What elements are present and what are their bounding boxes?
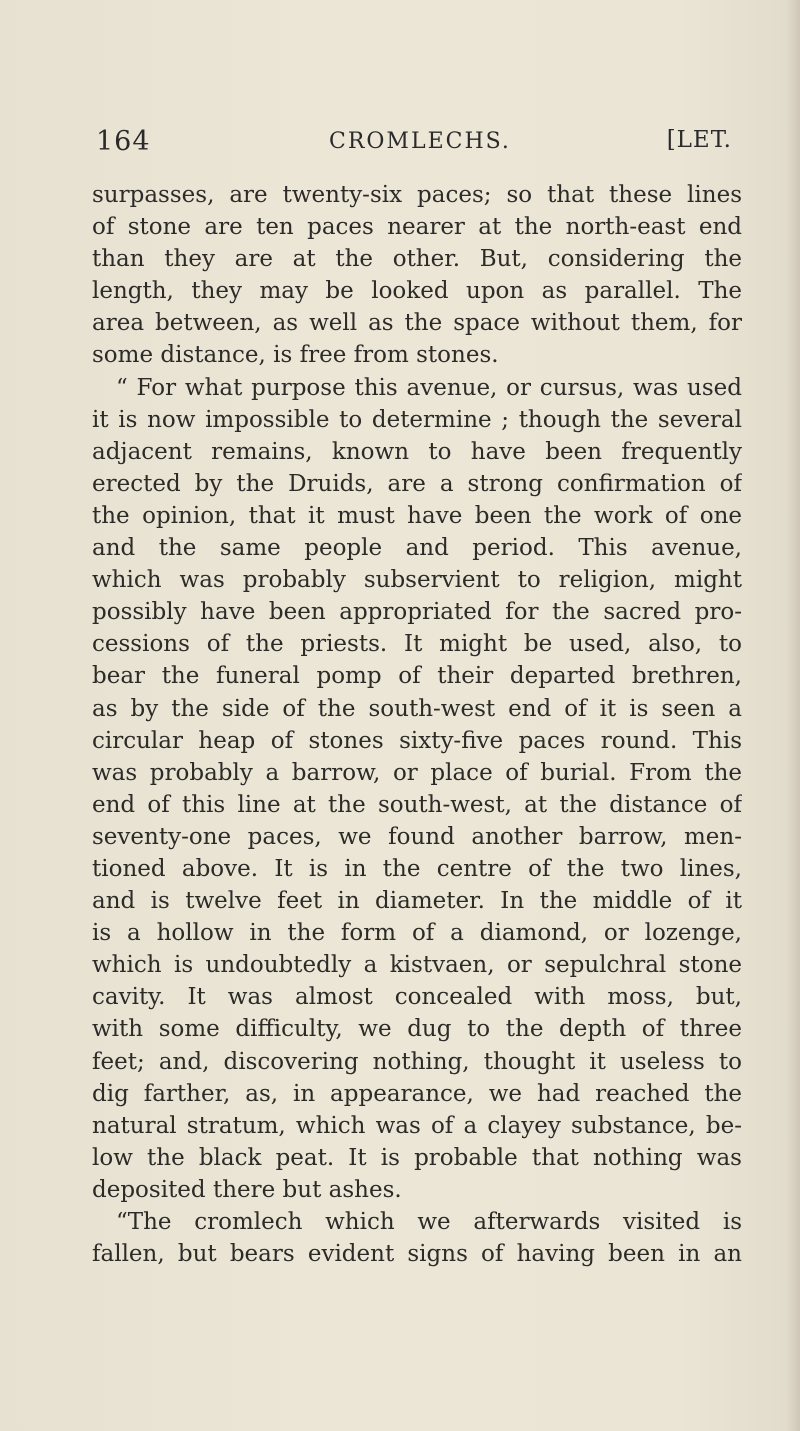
- text-line: and the same people and period. This avenue,: [92, 535, 742, 562]
- text-line: than they are at the other. But, considering the: [92, 246, 742, 273]
- text-line: with some difficulty, we dug to the depth of three: [92, 1016, 742, 1043]
- text-line: area between, as well as the space without them, for: [92, 310, 742, 337]
- running-head: [96, 126, 738, 166]
- page-edge-shadow: [786, 0, 800, 1431]
- text-line: as by the side of the south-west end of it is seen a: [92, 695, 742, 722]
- text-line: was probably a barrow, or place of burial. From the: [92, 759, 742, 786]
- text-line: end of this line at the south-west, at the distance of: [92, 791, 742, 818]
- text-line: adjacent remains, known to have been frequently: [92, 438, 742, 465]
- text-line: “The cromlech which we afterwards visited is: [116, 1209, 742, 1235]
- text-line: natural stratum, which was of a clayey substance, be-: [92, 1112, 742, 1139]
- text-line: surpasses, are twenty-six paces; so that these lines: [92, 182, 742, 208]
- text-line: is a hollow in the form of a diamond, or lozenge,: [92, 920, 742, 947]
- text-line: “ For what purpose this avenue, or cursus, was used: [116, 374, 742, 401]
- page-number: 164: [96, 126, 151, 157]
- text-line: which was probably subservient to religion, might: [92, 567, 742, 594]
- text-line: length, they may be looked upon as parallel. The: [92, 278, 742, 305]
- text-line: and is twelve feet in diameter. In the middle of it: [92, 888, 742, 915]
- text-line: possibly have been appropriated for the sacred pro-: [92, 599, 742, 626]
- body-text: [92, 179, 742, 1270]
- text-line: it is now impossible to determine ; though the several: [92, 406, 742, 433]
- text-line: tioned above. It is in the centre of the two lines,: [92, 855, 742, 882]
- text-line: erected by the Druids, are a strong confirmation of: [92, 470, 742, 497]
- text-line: cessions of the priests. It might be used, also, to: [92, 631, 742, 658]
- text-line: low the black peat. It is probable that nothing was: [92, 1144, 742, 1171]
- text-line: fallen, but bears evident signs of having been in an: [92, 1241, 742, 1268]
- text-line: seventy-one paces, we found another barrow, men-: [92, 823, 742, 850]
- running-title: CROMLECHS.: [329, 129, 511, 154]
- text-line: bear the funeral pomp of their departed brethren,: [92, 663, 742, 690]
- text-line: feet; and, discovering nothing, thought it useless to: [92, 1048, 742, 1075]
- text-line: which is undoubtedly a kistvaen, or sepulchral stone: [92, 952, 742, 979]
- text-line: deposited there but ashes.: [92, 1176, 402, 1203]
- running-section: [LET.: [666, 127, 732, 153]
- text-line: some distance, is free from stones.: [92, 342, 499, 369]
- text-line: cavity. It was almost concealed with moss, but,: [92, 984, 742, 1011]
- text-line: circular heap of stones sixty-five paces round. This: [92, 727, 742, 754]
- text-line: of stone are ten paces nearer at the north-east end: [92, 214, 742, 241]
- text-line: the opinion, that it must have been the work of one: [92, 502, 742, 529]
- text-line: dig farther, as, in appearance, we had reached the: [92, 1080, 742, 1107]
